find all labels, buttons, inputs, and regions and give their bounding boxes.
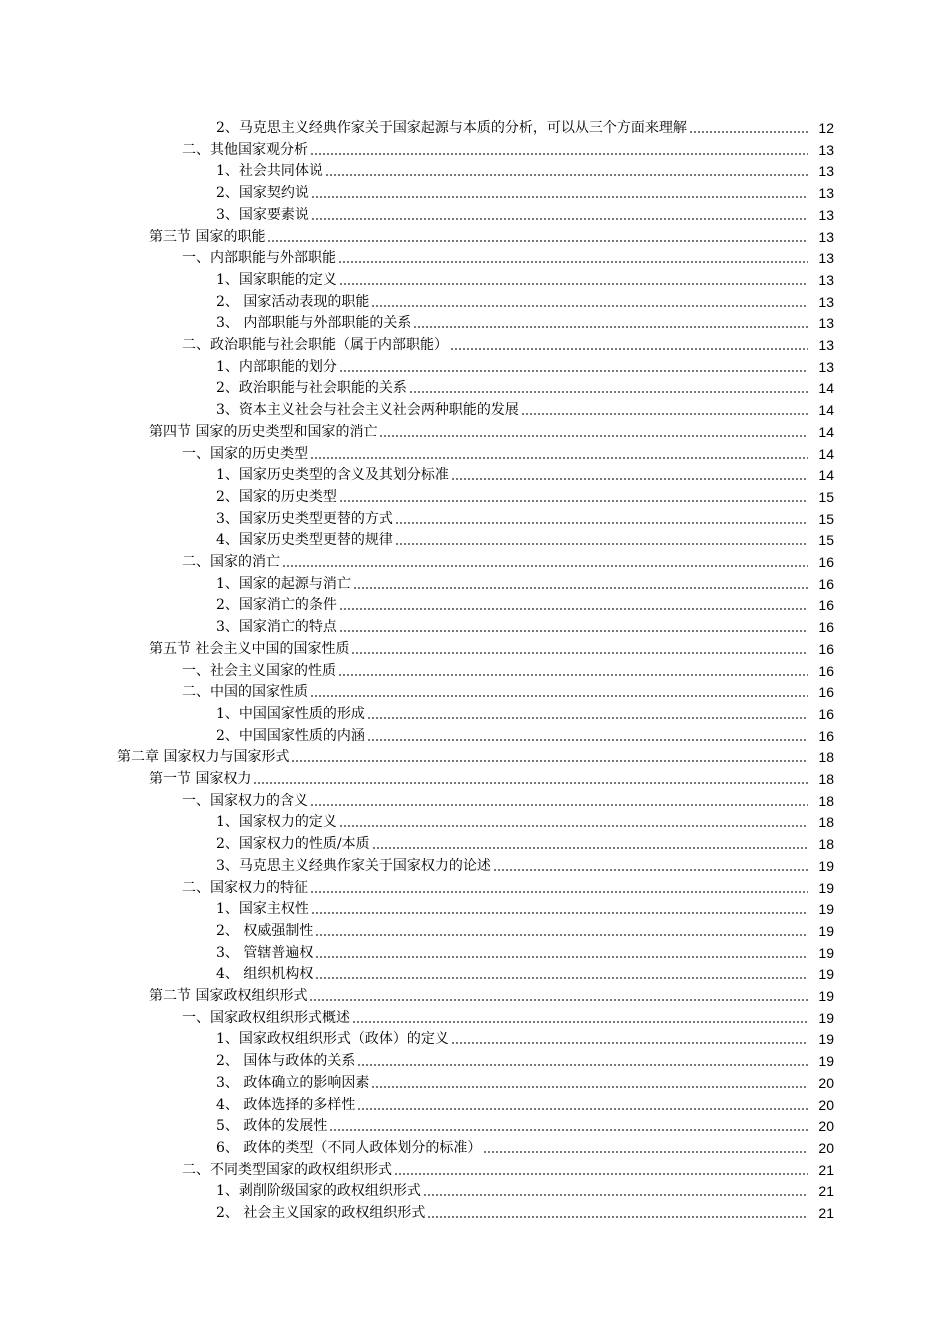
toc-dot-leader <box>451 1031 808 1045</box>
toc-dot-leader <box>325 163 808 177</box>
toc-entry[interactable] <box>0 767 950 788</box>
toc-entry-title: 3、 政体确立的影响因素 <box>216 1074 370 1091</box>
toc-entry-title: 1、国家主权性 <box>216 901 309 918</box>
toc-entry-title: 1、国家权力的定义 <box>216 814 337 831</box>
toc-entry[interactable] <box>0 876 950 897</box>
toc-entry-page: 14 <box>818 402 834 419</box>
toc-dot-leader <box>338 250 808 264</box>
toc-entry-page: 13 <box>818 141 834 158</box>
toc-entry-title: 第二节 国家政权组织形式 <box>149 988 308 1004</box>
toc-dot-leader <box>339 359 808 373</box>
toc-entry[interactable] <box>0 398 950 419</box>
toc-entry-page: 18 <box>818 749 834 766</box>
toc-entry[interactable] <box>0 637 950 658</box>
toc-dot-leader <box>310 793 808 807</box>
toc-entry-title: 2、马克思主义经典作家关于国家起源与本质的分析，可以从三个方面来理解 <box>216 120 687 136</box>
toc-entry[interactable] <box>0 984 950 1005</box>
toc-entry[interactable] <box>0 159 950 180</box>
toc-entry[interactable] <box>0 659 950 680</box>
toc-entry[interactable] <box>0 1027 950 1048</box>
toc-entry-page: 19 <box>818 901 834 918</box>
toc-entry-page: 12 <box>818 120 834 136</box>
toc-dot-leader <box>451 467 808 481</box>
toc-entry-title: 4、 政体选择的多样性 <box>216 1096 356 1113</box>
toc-dot-leader <box>339 619 808 633</box>
toc-dot-leader <box>339 272 808 286</box>
toc-entry[interactable] <box>0 1136 950 1157</box>
toc-entry[interactable] <box>0 1071 950 1092</box>
toc-entry[interactable] <box>0 615 950 636</box>
toc-entry[interactable] <box>0 116 950 137</box>
toc-dot-leader <box>339 489 808 503</box>
toc-entry-page: 18 <box>818 792 834 809</box>
toc-entry-title: 第二章 国家权力与国家形式 <box>117 749 290 766</box>
toc-dot-leader <box>315 966 808 980</box>
toc-entry[interactable] <box>0 832 950 853</box>
toc-entry-title: 二、不同类型国家的政权组织形式 <box>182 1161 392 1178</box>
toc-dot-leader <box>267 229 808 243</box>
toc-entry-page: 16 <box>818 640 834 657</box>
toc-entry[interactable] <box>0 919 950 940</box>
toc-dot-leader <box>423 1183 808 1197</box>
toc-entry[interactable] <box>0 181 950 202</box>
toc-dot-leader <box>282 554 808 568</box>
toc-entry-title: 3、 内部职能与外部职能的关系 <box>216 315 412 332</box>
toc-entry[interactable] <box>0 941 950 962</box>
toc-dot-leader <box>371 294 808 308</box>
toc-entry[interactable] <box>0 485 950 506</box>
toc-dot-leader <box>427 1205 808 1219</box>
toc-dot-leader <box>395 532 808 546</box>
toc-entry-page: 16 <box>818 619 834 636</box>
toc-entry-title: 2、国家的历史类型 <box>216 488 337 505</box>
toc-entry-page: 16 <box>818 597 834 614</box>
toc-entry-title: 1、国家的起源与消亡 <box>216 575 351 592</box>
toc-entry-page: 16 <box>818 727 834 744</box>
toc-entry-page: 18 <box>818 814 834 831</box>
toc-dot-leader <box>311 207 808 221</box>
toc-entry-title: 2、国家权力的性质/本质 <box>216 836 370 853</box>
toc-entry-page: 13 <box>818 250 834 267</box>
toc-dot-leader <box>357 1053 808 1067</box>
toc-dot-leader <box>379 424 808 438</box>
toc-dot-leader <box>409 380 808 394</box>
toc-entry-title: 3、资本主义社会与社会主义社会两种职能的发展 <box>216 402 519 419</box>
toc-entry[interactable] <box>0 1006 950 1027</box>
toc-entry-title: 1、中国国家性质的形成 <box>216 705 365 722</box>
toc-entry-title: 1、国家职能的定义 <box>216 271 337 288</box>
toc-entry-page: 13 <box>818 315 834 332</box>
toc-entry-page: 16 <box>818 554 834 570</box>
toc-entry-page: 16 <box>818 662 834 679</box>
toc-entry-title: 二、国家权力的特征 <box>182 879 308 896</box>
toc-dot-leader <box>394 1162 808 1176</box>
toc-entry-title: 2、 权威强制性 <box>216 922 314 939</box>
toc-entry-title: 4、国家历史类型更替的规律 <box>216 532 393 549</box>
toc-entry-title: 第五节 社会主义中国的国家性质 <box>149 640 350 657</box>
toc-entry[interactable] <box>0 463 950 484</box>
toc-entry-title: 第三节 国家的职能 <box>149 228 266 245</box>
toc-dot-leader <box>450 337 808 351</box>
toc-entry-title: 1、内部职能的划分 <box>216 358 337 375</box>
toc-entry-page: 13 <box>818 206 834 223</box>
toc-entry-page: 13 <box>818 163 834 180</box>
toc-entry-title: 一、社会主义国家的性质 <box>182 662 336 679</box>
toc-dot-leader <box>310 446 808 460</box>
toc-dot-leader <box>310 142 808 156</box>
toc-entry-title: 一、国家的历史类型 <box>182 445 308 462</box>
toc-entry-page: 19 <box>818 922 834 939</box>
toc-dot-leader <box>395 511 808 525</box>
toc-entry-title: 3、国家要素说 <box>216 206 309 223</box>
toc-dot-leader <box>253 771 808 785</box>
toc-entry-title: 1、剥削阶级国家的政权组织形式 <box>216 1183 421 1200</box>
toc-entry[interactable] <box>0 311 950 332</box>
toc-dot-leader <box>371 1075 808 1089</box>
toc-entry-page: 20 <box>818 1074 834 1091</box>
toc-dot-leader <box>521 402 808 416</box>
toc-entry-title: 二、政治职能与社会职能（属于内部职能） <box>182 337 448 353</box>
toc-entry-title: 1、国家政权组织形式（政体）的定义 <box>216 1031 449 1048</box>
toc-entry-page: 13 <box>818 293 834 310</box>
toc-entry-page: 19 <box>818 1053 834 1070</box>
toc-entry[interactable] <box>0 1049 950 1070</box>
toc-entry-page: 20 <box>818 1118 834 1135</box>
toc-entry[interactable] <box>0 376 950 397</box>
toc-entry-page: 19 <box>818 1009 834 1026</box>
toc-entry-page: 19 <box>818 857 834 874</box>
toc-entry[interactable] <box>0 593 950 614</box>
toc-dot-leader <box>329 1118 808 1132</box>
toc-entry-title: 2、 社会主义国家的政权组织形式 <box>216 1205 426 1221</box>
toc-entry-title: 3、国家历史类型更替的方式 <box>216 510 393 527</box>
toc-entry-page: 21 <box>818 1183 834 1200</box>
toc-entry-title: 二、其他国家观分析 <box>182 141 308 158</box>
toc-entry[interactable] <box>0 724 950 745</box>
toc-entry-page: 14 <box>818 423 834 440</box>
toc-entry[interactable] <box>0 225 950 246</box>
toc-entry-page: 18 <box>818 836 834 853</box>
toc-entry[interactable] <box>0 572 950 593</box>
toc-entry-page: 14 <box>818 380 834 397</box>
toc-entry[interactable] <box>0 680 950 701</box>
toc-entry-page: 21 <box>818 1161 834 1178</box>
toc-entry-title: 2、中国国家性质的内涵 <box>216 727 365 744</box>
toc-dot-leader <box>315 945 808 959</box>
toc-dot-leader <box>309 988 808 1002</box>
toc-entry-page: 15 <box>818 510 834 527</box>
toc-entry[interactable] <box>0 810 950 831</box>
toc-dot-leader <box>311 901 808 915</box>
toc-entry-page: 20 <box>818 1096 834 1113</box>
toc-entry[interactable] <box>0 854 950 875</box>
toc-entry-title: 3、马克思主义经典作家关于国家权力的论述 <box>216 857 491 874</box>
toc-entry-page: 21 <box>818 1205 834 1221</box>
toc-entry[interactable] <box>0 333 950 354</box>
toc-entry-page: 13 <box>818 337 834 353</box>
toc-entry-title: 1、国家历史类型的含义及其划分标准 <box>216 467 449 484</box>
toc-entry[interactable] <box>0 246 950 267</box>
toc-entry-title: 2、 国家活动表现的职能 <box>216 293 370 310</box>
toc-entry[interactable] <box>0 789 950 810</box>
toc-entry[interactable] <box>0 268 950 289</box>
toc-entry-title: 一、国家权力的含义 <box>182 792 308 809</box>
toc-entry[interactable] <box>0 1201 950 1222</box>
toc-dot-leader <box>483 1140 808 1154</box>
toc-entry-title: 第四节 国家的历史类型和国家的消亡 <box>149 423 378 440</box>
toc-entry-title: 二、国家的消亡 <box>182 554 280 570</box>
toc-dot-leader <box>311 185 808 199</box>
toc-entry-page: 13 <box>818 271 834 288</box>
toc-entry[interactable] <box>0 355 950 376</box>
toc-entry-page: 18 <box>818 771 834 787</box>
toc-entry-title: 2、国家契约说 <box>216 185 309 202</box>
toc-entry-page: 20 <box>818 1139 834 1156</box>
toc-entry-page: 14 <box>818 467 834 484</box>
toc-entry[interactable] <box>0 962 950 983</box>
toc-dot-leader <box>689 120 808 134</box>
toc-dot-leader <box>291 749 808 763</box>
toc-entry-title: 1、社会共同体说 <box>216 163 323 180</box>
toc-entry-title: 3、 管辖普遍权 <box>216 944 314 961</box>
toc-entry-page: 19 <box>818 1031 834 1048</box>
toc-entry-title: 2、政治职能与社会职能的关系 <box>216 380 407 397</box>
toc-entry[interactable] <box>0 1158 950 1179</box>
toc-entry-page: 16 <box>818 684 834 701</box>
toc-dot-leader <box>367 728 808 742</box>
toc-dot-leader <box>310 880 808 894</box>
toc-entry[interactable] <box>0 1114 950 1135</box>
toc-entry-title: 第一节 国家权力 <box>149 771 252 787</box>
toc-entry-title: 5、 政体的发展性 <box>216 1118 328 1135</box>
toc-entry-page: 13 <box>818 228 834 245</box>
toc-entry[interactable] <box>0 528 950 549</box>
toc-entry-page: 19 <box>818 966 834 983</box>
toc-entry-page: 16 <box>818 705 834 722</box>
toc-dot-leader <box>493 858 808 872</box>
toc-entry-page: 19 <box>818 988 834 1004</box>
toc-entry-title: 3、国家消亡的特点 <box>216 619 337 636</box>
toc-entry-page: 15 <box>818 532 834 549</box>
toc-entry-page: 13 <box>818 358 834 375</box>
toc-entry[interactable] <box>0 1093 950 1114</box>
toc-entry-title: 一、内部职能与外部职能 <box>182 250 336 267</box>
toc-entry-page: 19 <box>818 944 834 961</box>
toc-entry[interactable] <box>0 420 950 441</box>
toc-dot-leader <box>367 706 808 720</box>
toc-entry[interactable] <box>0 290 950 311</box>
toc-entry-title: 2、 国体与政体的关系 <box>216 1053 356 1070</box>
toc-entry-title: 6、 政体的类型（不同人政体划分的标准） <box>216 1139 482 1156</box>
toc-dot-leader <box>339 597 808 611</box>
toc-entry-page: 13 <box>818 185 834 202</box>
toc-dot-leader <box>339 814 808 828</box>
toc-dot-leader <box>353 576 808 590</box>
toc-entry[interactable] <box>0 138 950 159</box>
toc-entry-title: 二、中国的国家性质 <box>182 684 308 701</box>
toc-entry[interactable] <box>0 745 950 766</box>
toc-entry-page: 16 <box>818 575 834 592</box>
toc-dot-leader <box>372 836 808 850</box>
toc-entry-title: 4、 组织机构权 <box>216 966 314 983</box>
toc-dot-leader <box>413 315 808 329</box>
toc-entry-page: 19 <box>818 879 834 896</box>
toc-entry[interactable] <box>0 1179 950 1200</box>
toc-entry[interactable] <box>0 507 950 528</box>
toc-entry-page: 14 <box>818 445 834 462</box>
toc-dot-leader <box>351 641 808 655</box>
toc-dot-leader <box>338 663 808 677</box>
toc-entry-title: 2、国家消亡的条件 <box>216 597 337 614</box>
toc-entry[interactable] <box>0 702 950 723</box>
toc-entry[interactable] <box>0 550 950 571</box>
toc-dot-leader <box>357 1097 808 1111</box>
toc-entry-title: 一、国家政权组织形式概述 <box>182 1009 350 1026</box>
toc-dot-leader <box>310 684 808 698</box>
toc-entry[interactable] <box>0 442 950 463</box>
toc-entry-page: 15 <box>818 488 834 505</box>
toc-dot-leader <box>352 1010 808 1024</box>
toc-entry[interactable] <box>0 897 950 918</box>
toc-entry[interactable] <box>0 203 950 224</box>
toc-dot-leader <box>315 923 808 937</box>
